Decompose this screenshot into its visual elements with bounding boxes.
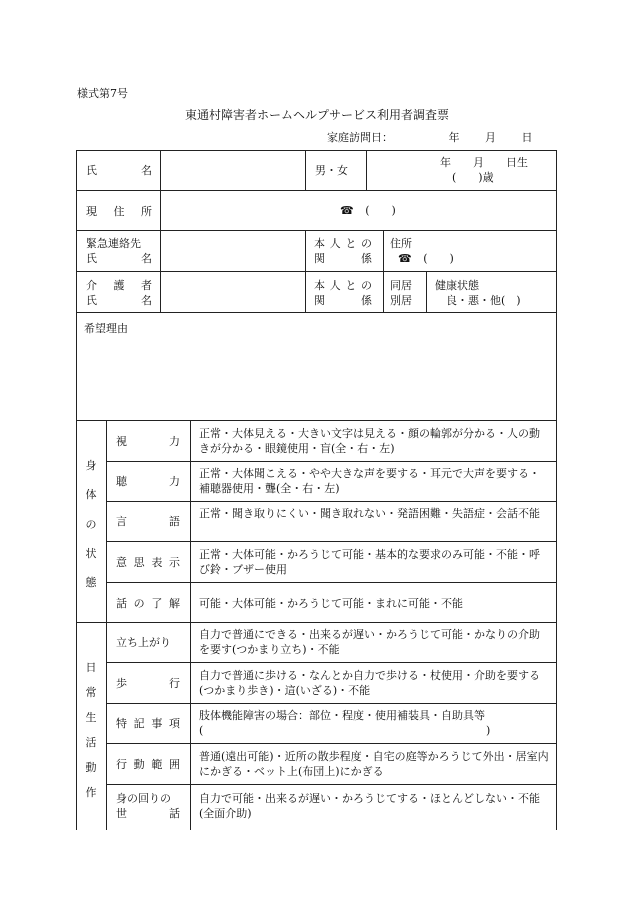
special-notes-field[interactable] (210, 723, 480, 738)
birth-date-field[interactable]: 年 月 日生 (440, 156, 528, 169)
expression-label: 意 思 表 示 (116, 556, 180, 569)
hearing-options[interactable]: 正常・大体聞こえる・やや大きな声を要する・耳元で大声を要する・補聴器使用・聾(全・右・左) (199, 467, 540, 495)
walking-options[interactable]: 自力で普通に歩ける・なんとか自力で歩ける・杖使用・介助を要する(つかまり歩き)・這(いざる)・不能 (199, 669, 540, 697)
form-title: 東通村障害者ホームヘルプサービス利用者調査票 (185, 108, 450, 122)
caregiver-label: 介 護 者 (86, 279, 152, 292)
activity-range-options[interactable]: 普通(遠出可能)・近所の散歩程度・自宅の庭等かろうじて外出・居室内にかぎる・ベット上(布団上)にかぎる (199, 750, 549, 778)
visit-date-label: 家庭訪問日： (327, 131, 393, 144)
visit-month: 月 (485, 131, 496, 144)
standing-options[interactable]: 自力で普通にできる・出来るが遅い・かろうじて可能・かなりの介助を要す(つかまり立ち)・不能 (199, 628, 540, 656)
self-care-label-2: 世 話 (116, 807, 180, 820)
gender-select[interactable]: 男・女 (315, 164, 348, 177)
form-number: 様式第7号 (77, 87, 128, 100)
body-status-category: 身 体 の 状 態 (85, 459, 97, 589)
expression-options[interactable]: 正常・大体可能・かろうじて可能・基本的な要求のみ可能・不能・呼び鈴・ブザー使用 (199, 548, 540, 576)
vision-options[interactable]: 正常・大体見える・大きい文字は見える・顔の輪郭が分かる・人の動きが分かる・眼鏡使用・盲(全・右・左) (199, 427, 540, 455)
emergency-phone[interactable]: ☎ ( ) (398, 252, 454, 265)
emergency-contact-label: 緊急連絡先 (86, 237, 141, 250)
emergency-name-field[interactable] (161, 231, 304, 270)
special-notes-paren-close: ) (486, 724, 491, 737)
vision-label: 視 力 (116, 435, 180, 448)
daily-life-category: 日 常 生 活 動 作 (85, 661, 97, 799)
visit-year: 年 (448, 131, 460, 144)
caregiver-relation-label-2: 関 係 (314, 294, 372, 307)
emergency-address-label: 住所 (390, 237, 412, 250)
separate-option[interactable]: 別居 (390, 294, 412, 307)
caregiver-name-label: 氏 名 (86, 294, 152, 307)
comprehension-label: 話 の 了 解 (116, 597, 180, 610)
speech-label: 言 語 (116, 515, 180, 528)
emergency-name-label: 氏 名 (86, 252, 152, 265)
comprehension-options[interactable]: 可能・大体可能・かろうじて可能・まれに可能・不能 (199, 597, 463, 610)
name-field[interactable] (161, 151, 304, 189)
address-field[interactable] (161, 191, 304, 229)
self-care-label-1: 身の回りの (116, 792, 171, 805)
phone-icon: ☎ (398, 252, 412, 265)
health-status-options[interactable]: 良・悪・他( ) (446, 294, 521, 307)
phone-icon: ☎ (340, 204, 354, 217)
caregiver-name-field[interactable] (161, 272, 304, 311)
self-care-options[interactable]: 自力で可能・出来るが遅い・かろうじてする・ほとんどしない・不能(全面介助) (199, 792, 540, 820)
walking-label: 歩 行 (116, 677, 180, 690)
standing-label: 立ち上がり (116, 636, 171, 649)
health-status-label: 健康状態 (435, 279, 479, 292)
age-field[interactable]: ( )歳 (452, 171, 494, 184)
relation-label-1: 本 人 と の (314, 237, 372, 250)
special-notes-label: 特 記 事 項 (116, 717, 180, 730)
special-notes-paren-open: ( (199, 724, 204, 737)
address-label: 現 住 所 (86, 205, 152, 218)
visit-date (327, 130, 533, 145)
visit-day: 日 (521, 131, 533, 144)
caregiver-relation-label-1: 本 人 と の (314, 279, 372, 292)
name-label: 氏 名 (86, 164, 152, 177)
special-notes-text: 肢体機能障害の場合：部位・程度・使用補装具・自助具等 (199, 709, 485, 722)
activity-range-label: 行 動 範 囲 (116, 758, 180, 771)
cohabit-option[interactable]: 同居 (390, 279, 412, 292)
hearing-label: 聴 力 (116, 475, 180, 488)
reason-label: 希望理由 (84, 322, 128, 335)
reason-field[interactable] (78, 340, 554, 418)
speech-options[interactable]: 正常・聞き取りにくい・聞き取れない・発語困難・失語症・会話不能 (199, 507, 540, 520)
relation-label-2: 関 係 (314, 252, 372, 265)
address-phone[interactable]: ☎ ( ) (340, 204, 396, 217)
